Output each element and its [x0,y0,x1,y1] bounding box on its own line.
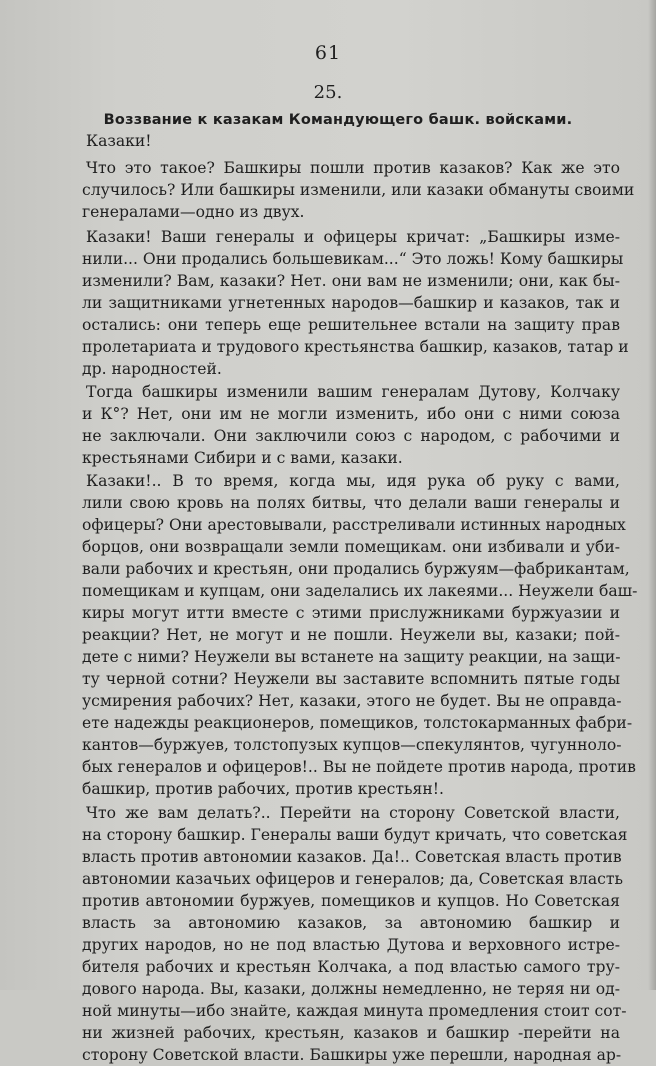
text-line: и К°? Нет, они им не могли изменить, ибо они с ними союза [82,405,620,423]
text-line: офицеры? Они арестовывали, расстреливали истинных народных [82,516,626,534]
page-number: 61 [314,42,342,64]
text-line: Казаки! Ваши генералы и офицеры кричат: „Башкиры изме- [86,228,620,246]
text-line: против автономии буржуев, помещиков и купцов. Но Советская [82,892,620,910]
text-line: усмирения рабочих? Нет, казаки, этого не будет. Вы не оправда- [82,692,622,710]
document-number: 25. [313,82,343,103]
text-line: остались: они теперь еще решительнее встали на защиту прав [82,316,620,334]
text-line: власть за автономию казаков, за автономию башкир и [82,914,620,932]
text-line: ту черной сотни? Неужели вы заставите вспомнить пятые годы [82,670,620,688]
text-line: дового народа. Вы, казаки, должны немедленно, не теряя ни од- [82,980,620,998]
text-line: бителя рабочих и крестьян Колчака, а под властью самого тру- [82,958,620,976]
text-line: башкир, против рабочих, против крестьян!. [82,780,444,798]
text-line: дете с ними? Неужели вы встанете на защиту реакции, на защи- [82,648,621,666]
text-line: борцов, они возвращали земли помещикам. они избивали и уби- [82,538,620,556]
text-line: Тогда башкиры изменили вашим генералам Дутову, Колчаку [86,383,620,401]
text-line: автономии казачьих офицеров и генералов; да, Советская власть [82,870,623,888]
text-line: нили... Они продались большевикам...“ Это ложь! Кому башкиры [82,250,624,268]
text-line: Что это такое? Башкиры пошли против казаков? Как же это [86,159,620,177]
text-line: сторону Советской власти. Башкиры уже перешли, народная ар- [82,1046,622,1064]
text-line: лили свою кровь на полях битвы, что делали ваши генералы и [82,494,620,512]
text-line: генералами—одно из двух. [82,203,305,221]
text-line: кантов—буржуев, толстопузых купцов—спекулянтов, чугунноло- [82,736,622,754]
text-line: ни жизней рабочих, крестьян, казаков и башкир -перейти на [82,1024,620,1042]
text-line: изменили? Вам, казаки? Нет. они вам не изменили; они, как бы- [82,272,620,290]
text-line: ли защитниками угнетенных народов—башкир и казаков, так и [82,294,620,312]
text-line: пролетариата и трудового крестьянства башкир, казаков, татар и [82,338,629,356]
text-line: киры могут итти вместе с этими прислужниками буржуазии и [82,604,620,622]
text-line: власть против автономии казаков. Да!.. Советская власть против [82,848,622,866]
text-line: бых генералов и офицеров!.. Вы не пойдете против народа, против [82,758,636,776]
text-line: помещикам и купцам, они заделались их лакеями... Неужели баш- [82,582,638,600]
text-line: случилось? Или башкиры изменили, или казаки обмануты своими [82,181,635,199]
page-edge-shadow [648,0,656,990]
document-title: Воззвание к казакам Командующего башк. войсками. [103,112,573,128]
text-line: Что же вам делать?.. Перейти на сторону Советской власти, [86,804,620,822]
text-line: не заключали. Они заключили союз с народом, с рабочими и [82,427,620,445]
text-line: крестьянами Сибири и с вами, казаки. [82,449,403,467]
text-line: вали рабочих и крестьян, они продались буржуям—фабрикантам, [82,560,630,578]
text-line: реакции? Нет, не могут и не пошли. Неужели вы, казаки; пой- [82,626,620,644]
text-line: Казаки! [86,132,152,150]
text-line: ной минуты—ибо знайте, каждая минута промедления стоит сот- [82,1002,627,1020]
text-line: Казаки!.. В то время, когда мы, идя рука об руку с вами, [86,472,620,490]
text-line: др. народностей. [82,360,222,378]
text-line: ете надежды реакционеров, помещиков, толстокарманных фабри- [82,714,633,732]
text-line: других народов, но не под властью Дутова и верховного истре- [82,936,620,954]
text-line: на сторону башкир. Генералы ваши будут кричать, что советская [82,826,628,844]
